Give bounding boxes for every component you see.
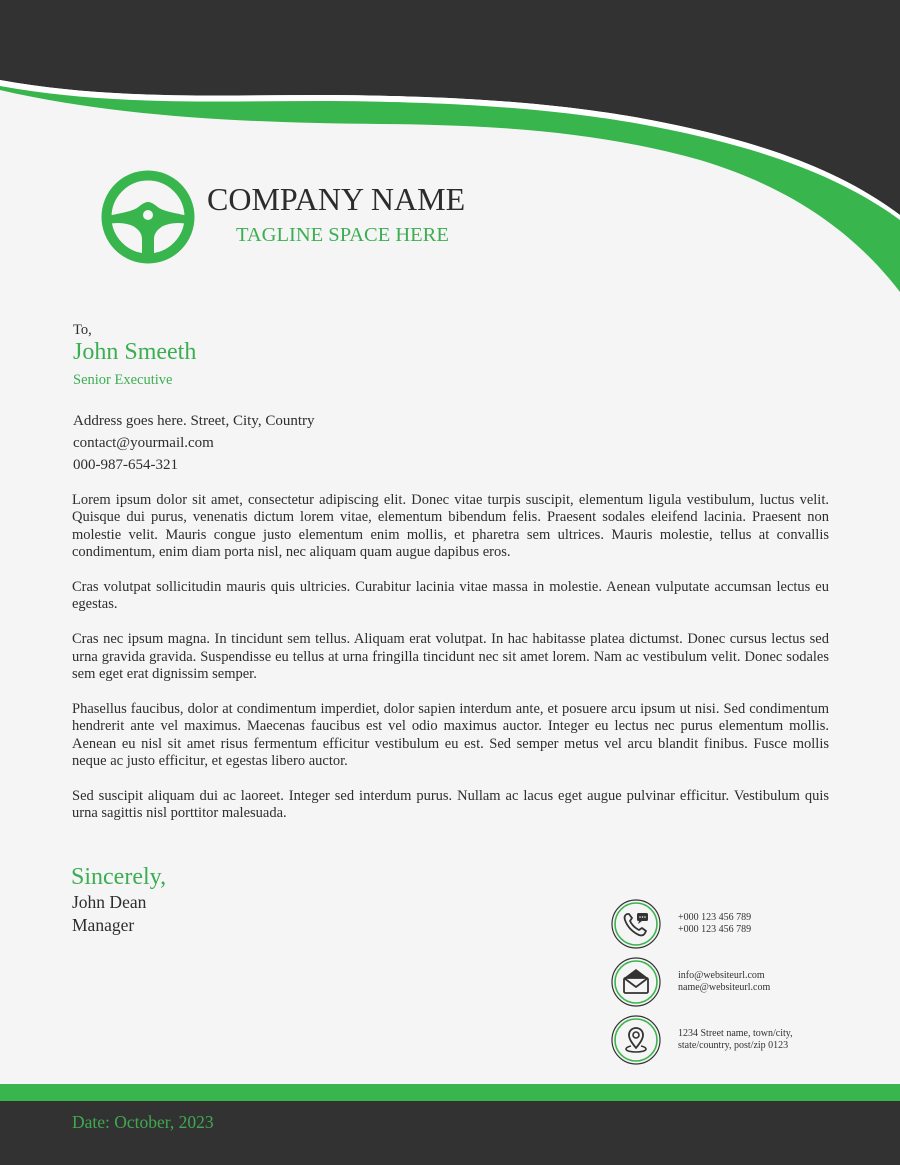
contact-phone-text xyxy=(678,912,848,936)
recipient-email: contact@yourmail.com xyxy=(73,435,214,451)
envelope-icon xyxy=(611,957,661,1007)
recipient-block xyxy=(73,322,196,389)
recipient-title: Senior Executive xyxy=(73,372,173,388)
address-line-1: 1234 Street name, town/city, xyxy=(678,1028,793,1039)
body-paragraph: Sed suscipit aliquam dui ac laoreet. Integer sed interdum purus. Nullam ac lacus eget augue pulvinar efficitur. Vestibulum quis urna sagittis nisl porttitor malesuada. xyxy=(72,787,829,822)
closing-block xyxy=(71,863,166,937)
closing-salutation: Sincerely, xyxy=(71,864,167,890)
email-line-2: name@websiteurl.com xyxy=(678,982,771,993)
signer-name: John Dean xyxy=(72,892,147,912)
steering-wheel-icon xyxy=(100,169,196,265)
recipient-address: Address goes here. Street, City, Country xyxy=(73,413,315,429)
company-tagline: TAGLINE SPACE HERE xyxy=(236,224,449,246)
to-label: To, xyxy=(73,322,92,338)
contact-address-text xyxy=(678,1028,848,1052)
body-paragraph: Lorem ipsum dolor sit amet, consectetur adipiscing elit. Donec vitae turpis suscipit, elementum ligula vestibulum, luctus velit. Quisque dui purus, venenatis dictum lorem vitae, elementum bibendum felis. Praesent sodales eleifend lacinia. Praesent non molestie velit. Mauris congue justo elementum enim mollis, et pharetra sem ultrices. Mauris molestie, tellus at convallis condimentum, enim diam porta nisl, nec aliquam quam augue dapibus eros. xyxy=(72,492,829,561)
footer-date: Date: October, 2023 xyxy=(72,1112,214,1132)
phone-line-2: +000 123 456 789 xyxy=(678,924,752,935)
letter-body xyxy=(72,492,829,840)
phone-line-1: +000 123 456 789 xyxy=(678,912,752,923)
body-paragraph: Cras volutpat sollicitudin mauris quis ultricies. Curabitur lacinia vitae massa in molestie. Aenean vulputate accumsan lectus eu egestas. xyxy=(72,579,829,613)
contact-email-text xyxy=(678,970,848,994)
footer-green-band xyxy=(0,1084,900,1101)
footer-dark-band xyxy=(0,1101,900,1165)
phone-chat-icon xyxy=(611,899,661,949)
recipient-name: John Smeeth xyxy=(73,339,197,365)
body-paragraph: Phasellus faucibus, dolor at condimentum imperdiet, dolor sapien interdum ante, et posuere arcu ipsum ut nisi. Sed condimentum hendrerit ante vel maximus. Maecenas faucibus est vel odio maximus auctor. Integer eu lectus nec purus elementum mollis. Aenean eu nisl sit amet risus fermentum efficitur vestibulum eu est. Sed semper metus vel arcu blandit finibus. Fusce mollis neque ac justo efficitur, et egestas libero auctor. xyxy=(72,700,829,770)
company-name: COMPANY NAME xyxy=(207,181,466,217)
body-paragraph: Cras nec ipsum magna. In tincidunt sem tellus. Aliquam erat volutpat. In hac habitasse platea dictumst. Donec cursus lectus sed urna gravida gravida. Suspendisse eu tellus at urna fringilla tincidunt nec sit amet lorem. Nam ac vestibulum velit. Donec sodales sem eget erat dignissim semper. xyxy=(72,631,829,683)
recipient-contact-block xyxy=(73,410,315,476)
signer-role: Manager xyxy=(72,915,135,935)
recipient-phone: 000-987-654-321 xyxy=(73,457,178,473)
address-line-2: state/country, post/zip 0123 xyxy=(678,1040,789,1051)
email-line-1: info@websiteurl.com xyxy=(678,970,765,981)
location-pin-icon xyxy=(611,1015,661,1065)
